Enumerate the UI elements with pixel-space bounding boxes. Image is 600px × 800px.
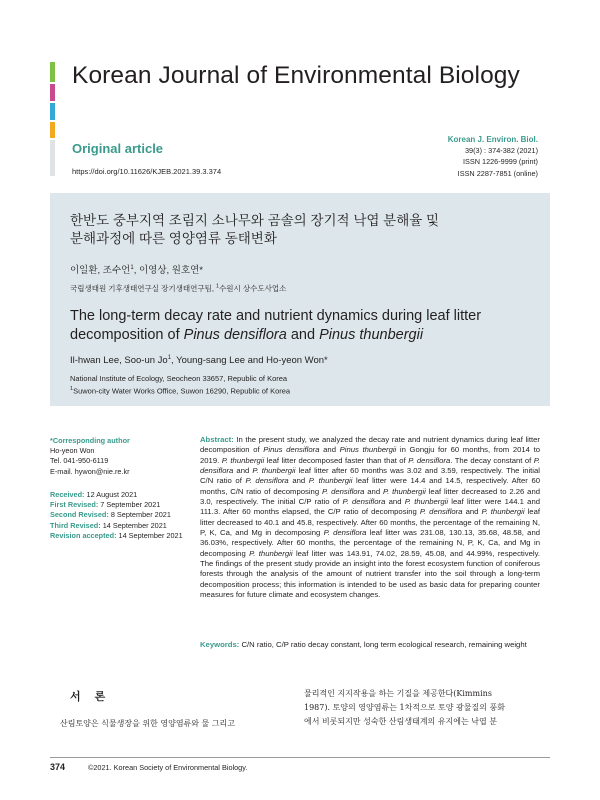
corresponding-name: Ho-yeon Won	[50, 446, 95, 456]
abstract-text: leaf litter after 60 months was 3.02 and 3.59, respectively. The initial C/N ratio of	[200, 466, 541, 486]
corresponding-tel: Tel. 041-950-6119	[50, 456, 109, 466]
abstract-text: . The decay constant of	[450, 455, 534, 465]
abstract-italic: P. densiflora	[245, 476, 289, 486]
body-right-line: 에서 비롯되지만 성숙한 산림생태계의 유지에는 낙엽 분	[304, 717, 497, 726]
first-revised-value: 7 September 2021	[98, 500, 161, 510]
abstract-text: and	[319, 445, 340, 455]
abstract-text: leaf litter decreased to 40.1 and 45.8, respectively. After 60 months, the percentage of the remaining N, P, K, Ca, and Mg in decomposing	[200, 507, 540, 538]
korean-affil-sup: 1	[216, 283, 220, 290]
english-authors-b: , Young-sang Lee and Ho-yeon Won*	[171, 355, 328, 367]
english-title-and: and	[286, 327, 320, 343]
abstract-italic: P. densiflora	[408, 455, 451, 465]
abstract-italic: Pinus densiflora	[263, 445, 320, 455]
body-right-line: 1987). 토양의 영양염류는 1차적으로 토양 광물질의 풍화	[304, 703, 505, 712]
korean-authors-b: , 이영상, 원호연*	[133, 265, 204, 276]
abstract-text: in Gongju for 60 months, from 2014 to 2019.	[200, 445, 540, 465]
korean-title-line1: 한반도 중부지역 조림지 소나무와 곰솔의 장기적 낙엽 분해율 및	[70, 213, 440, 228]
english-title-part: decomposition of	[70, 327, 184, 343]
english-authors-sup: 1	[167, 355, 172, 361]
english-title-line2	[70, 326, 520, 345]
abstract-text: and	[233, 466, 253, 476]
abstract-text: leaf litter decreased to 2.26 and 3.0, respectively. The initial C/P ratio of	[200, 486, 540, 507]
doi-link[interactable]: https://doi.org/10.11626/KJEB.2021.39.3.374	[72, 167, 222, 176]
abstract-text: and	[288, 476, 309, 486]
color-bar-green	[50, 62, 55, 82]
received-label: Received:	[50, 490, 85, 499]
abstract-text: leaf litter was 143.91, 74.02, 28.59, 45.08, and 44.99%, respectively. The findings of the present study provide an insight into the forest ecosystem function of coniferous forests through the analysis of the amount of nutrient transfer into the soil through a long-term decomposition process; this information is intended to be used as basic data for preparing counter measures for future climate and ecosystem changes.	[200, 548, 541, 600]
accepted-date	[50, 531, 198, 541]
section-title: 서론	[70, 690, 120, 703]
abstract-text: and	[462, 507, 482, 517]
keywords-text: C/N ratio, C/P ratio decay constant, long term ecological research, remaining weight	[239, 640, 527, 649]
abstract-italic: Pinus thunbergii	[339, 445, 397, 455]
citation-volume: 39(3) : 374-382 (2021)	[464, 146, 538, 156]
color-bar-orange	[50, 122, 55, 138]
english-authors-a: Il-hwan Lee, Soo-un Jo	[70, 355, 168, 367]
english-authors	[70, 355, 328, 366]
abstract-italic: P. thunbergii	[249, 548, 293, 558]
abstract-italic: P. thunbergii	[252, 466, 296, 476]
corresponding-label: *Corresponding author	[50, 436, 130, 445]
second-revised-date	[50, 510, 198, 520]
issn-print: ISSN 1226-9999 (print)	[462, 157, 538, 167]
abstract-text: leaf litter were 144.1 and 111.3. After 60 months elapsed, the C/P ratio of decomposing	[200, 497, 541, 517]
keywords	[200, 640, 540, 650]
received-date	[50, 490, 198, 500]
korean-title	[70, 212, 490, 248]
english-title	[70, 307, 520, 345]
abstract-italic: P. thunbergii	[221, 455, 265, 465]
abstract	[200, 435, 540, 601]
english-title-species1: Pinus densiflora	[183, 327, 287, 343]
abstract-label: Abstract:	[200, 435, 234, 444]
english-affil2-sup: 1	[70, 386, 74, 392]
second-revised-label: Second Revised:	[50, 510, 109, 520]
english-affiliation	[70, 374, 290, 397]
abstract-text: In the present study, we analyzed the decay rate and nutrient dynamics during leaf litter decomposition of	[200, 435, 540, 455]
color-bar-blue	[50, 103, 55, 120]
abstract-text: and	[364, 486, 383, 496]
received-value: 12 August 2021	[84, 490, 138, 499]
accepted-value: 14 September 2021	[116, 530, 183, 540]
first-revised-date	[50, 500, 198, 510]
english-title-species2: Pinus thunbergii	[319, 327, 424, 343]
english-affil1: National Institute of Ecology, Seocheon 33657, Republic of Korea	[70, 374, 288, 383]
journal-title: Korean Journal of Environmental Biology	[72, 62, 520, 89]
article-type: Original article	[72, 141, 164, 156]
second-revised-value: 8 September 2021	[108, 510, 171, 520]
abstract-italic: P. densiflora	[321, 486, 365, 496]
copyright: ©2021. Korean Society of Environmental Biology.	[88, 763, 248, 772]
abstract-text: leaf litter were 14.4 and 14.5, respectively. After 60 months, C/N ratio of decomposing	[200, 476, 540, 496]
first-revised-label: First Revised:	[50, 500, 99, 510]
keywords-label: Keywords:	[200, 640, 240, 649]
abstract-italic: P. thunbergii	[382, 486, 426, 496]
dates-block	[50, 490, 198, 541]
english-title-line1: The long-term decay rate and nutrient dynamics during leaf litter	[70, 308, 482, 324]
page-number: 374	[50, 762, 66, 772]
english-affil2-line	[70, 384, 290, 397]
color-bar-gray	[50, 140, 55, 176]
korean-authors	[70, 262, 203, 276]
abstract-italic: P. thunbergii	[308, 476, 353, 486]
corresponding-author	[50, 436, 198, 477]
abstract-italic: P. densiflora	[419, 507, 463, 517]
third-revised-label: Third Revised:	[50, 520, 101, 530]
footer-divider	[50, 757, 550, 758]
abstract-italic: P. densiflora	[323, 528, 367, 538]
corresponding-email[interactable]: E-mail. hywon@nie.re.kr	[50, 466, 130, 476]
korean-authors-a: 이일환, 조수언	[70, 265, 131, 276]
korean-affil-b: 수원시 상수도사업소	[219, 284, 287, 293]
abstract-text: leaf litter was 231.08, 130.13, 35.68, 48.58, and 36.03%, respectively. After 60 months, the percentage of the remaining N, P, K, Ca, and Mg in decomposing	[200, 528, 540, 558]
korean-affil-a: 국립생태원 기후생태연구실 장기생태연구팀,	[70, 284, 216, 293]
korean-affiliation	[70, 283, 286, 294]
korean-authors-sup: 1	[130, 264, 134, 271]
abstract-italic: P. thunbergii	[481, 507, 525, 517]
abstract-italic: P. thunbergii	[404, 497, 449, 507]
abstract-text: and	[385, 497, 405, 507]
abstract-text: leaf litter decomposed faster than that of	[264, 455, 409, 465]
abstract-italic: P. densiflora	[200, 455, 541, 476]
citation-block	[448, 134, 538, 179]
body-text-left: 산림토양은 식물생장을 위한 영양염류와 물 그리고	[60, 719, 236, 728]
issn-online: ISSN 2287-7851 (online)	[457, 168, 538, 178]
abstract-italic: P. densiflora	[342, 497, 386, 507]
third-revised-date	[50, 521, 198, 531]
body-right-line: 물리적인 지지작용을 하는 기질을 제공한다(Kimmins	[304, 689, 492, 698]
accepted-label: Revision accepted:	[50, 530, 117, 540]
body-text-right	[304, 687, 544, 729]
english-affil2: Suwon-city Water Works Office, Suwon 16290, Republic of Korea	[73, 386, 291, 396]
color-bar-pink	[50, 84, 55, 101]
third-revised-value: 14 September 2021	[100, 520, 167, 530]
korean-title-line2: 분해과정에 따른 영양염류 동태변화	[70, 231, 277, 246]
citation-journal: Korean J. Environ. Biol.	[447, 135, 538, 144]
